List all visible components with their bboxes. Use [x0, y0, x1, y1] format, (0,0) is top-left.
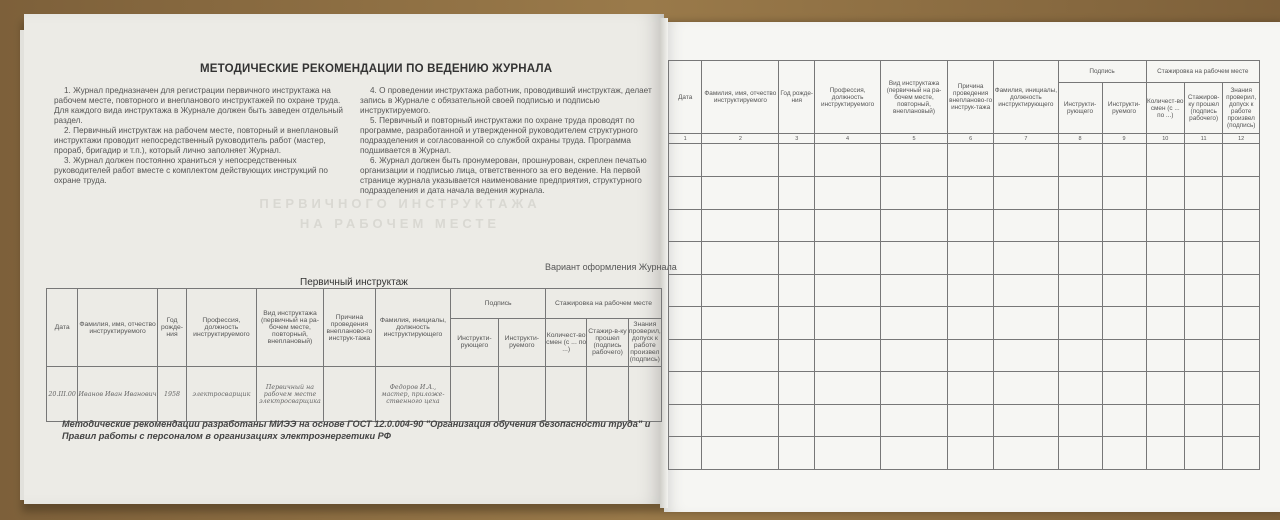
empty-cell[interactable]: [1102, 437, 1146, 470]
empty-cell[interactable]: [702, 437, 779, 470]
th-profession: Профессия, должность инструктируемого: [187, 289, 257, 367]
empty-cell[interactable]: [669, 274, 702, 307]
empty-cell[interactable]: [702, 274, 779, 307]
row-sign-trainee: [498, 367, 545, 422]
table-row: [47, 367, 662, 422]
empty-cell[interactable]: [1058, 144, 1102, 177]
empty-cell[interactable]: [1058, 339, 1102, 372]
column-number: 3: [779, 134, 815, 144]
table-row: [669, 339, 1260, 372]
rth-fio: Фамилия, имя, отчество инструктируемого: [702, 61, 779, 134]
empty-cell[interactable]: [881, 307, 948, 340]
empty-cell[interactable]: [1223, 242, 1260, 275]
column-number: 2: [702, 134, 779, 144]
empty-cell[interactable]: [702, 242, 779, 275]
empty-cell[interactable]: [669, 242, 702, 275]
empty-cell[interactable]: [1146, 176, 1184, 209]
column-number: 1: [669, 134, 702, 144]
th-fio: Фамилия, имя, отчество инструктируемого: [78, 289, 158, 367]
empty-cell[interactable]: [947, 339, 993, 372]
recommendation-4: 4. О проведении инструктажа работник, проводивший инструктаж, делает запись в Журнале с обязательной своей подписью и подписью инструктируемого.: [360, 86, 652, 115]
empty-cell[interactable]: [669, 372, 702, 405]
empty-cell[interactable]: [994, 176, 1058, 209]
empty-cell[interactable]: [1058, 437, 1102, 470]
rth-profession: Профессия, должность инструктируемого: [815, 61, 881, 134]
empty-cell[interactable]: [881, 404, 948, 437]
row-knowledge-check: [628, 367, 661, 422]
column-number: 11: [1184, 134, 1222, 144]
empty-cell[interactable]: [1102, 176, 1146, 209]
empty-cell[interactable]: [1184, 176, 1222, 209]
empty-cell[interactable]: [1058, 274, 1102, 307]
empty-cell[interactable]: [1223, 144, 1260, 177]
rth-reason: Причина проведения внепланово-го инструк-тажа: [947, 61, 993, 134]
column-number: 8: [1058, 134, 1102, 144]
empty-cell[interactable]: [815, 176, 881, 209]
empty-cell[interactable]: [1223, 372, 1260, 405]
table-row: [669, 209, 1260, 242]
empty-cell[interactable]: [1146, 404, 1184, 437]
empty-cell[interactable]: [779, 404, 815, 437]
empty-cell[interactable]: [669, 339, 702, 372]
empty-cell[interactable]: [994, 209, 1058, 242]
empty-cell[interactable]: [815, 274, 881, 307]
empty-cell[interactable]: [1146, 372, 1184, 405]
empty-cell[interactable]: [669, 437, 702, 470]
empty-cell[interactable]: [1146, 307, 1184, 340]
empty-cell[interactable]: [702, 209, 779, 242]
empty-cell[interactable]: [1058, 404, 1102, 437]
row-profession: электросварщик: [187, 367, 257, 422]
empty-cell[interactable]: [669, 176, 702, 209]
empty-cell[interactable]: [1184, 339, 1222, 372]
empty-cell[interactable]: [1146, 339, 1184, 372]
empty-cell[interactable]: [1146, 242, 1184, 275]
row-type: Первичный на рабочем месте электросварщика: [256, 367, 324, 422]
th-internship-done: Стажир-в-ку прошел (подпись рабочего): [587, 318, 628, 367]
empty-cell[interactable]: [1102, 242, 1146, 275]
recommendations-column-2: [360, 86, 662, 196]
empty-cell[interactable]: [947, 209, 993, 242]
empty-cell[interactable]: [1223, 339, 1260, 372]
rth-date: Дата: [669, 61, 702, 134]
empty-cell[interactable]: [947, 437, 993, 470]
empty-cell[interactable]: [702, 307, 779, 340]
th-instructor: Фамилия, инициалы, должность инструктирующего: [375, 289, 451, 367]
recommendation-5: 5. Первичный и повторный инструктажи по охране труда проводят по программе, разработанной и утвержденной руководителем структурного подразделения и согласованной со службой охраны труда. Программа подшивается в Журнал.: [360, 116, 638, 155]
empty-cell[interactable]: [1146, 144, 1184, 177]
empty-cell[interactable]: [779, 176, 815, 209]
th-year: Год рожде-ния: [157, 289, 186, 367]
footer-note: Методические рекомендации разработаны МИЭЭ на основе ГОСТ 12.0.004-90 "Организация обучения безопасности труда" и Правил работы с персоналом в организациях электроэнергетики РФ: [62, 419, 651, 441]
column-numbers-row: [669, 134, 1260, 144]
rth-shift-count: Количест-во смен (с ... по ...): [1146, 83, 1184, 134]
empty-cell[interactable]: [1223, 274, 1260, 307]
empty-cell[interactable]: [815, 339, 881, 372]
recommendation-6: 6. Журнал должен быть пронумерован, прошнурован, скреплен печатью организации и подписью лица, ответственного за его ведение. На первой странице журнала указывается наименование предприятия, структурного подразделения и дата начала ведения журнала.: [360, 156, 647, 195]
column-number: 4: [815, 134, 881, 144]
empty-cell[interactable]: [994, 307, 1058, 340]
rth-internship: Стажировка на рабочем месте: [1146, 61, 1259, 83]
empty-cell[interactable]: [702, 176, 779, 209]
th-sign-trainee: Инструкти-руемого: [498, 318, 545, 367]
table-row: [669, 372, 1260, 405]
empty-cell[interactable]: [1058, 176, 1102, 209]
empty-cell[interactable]: [702, 144, 779, 177]
empty-cell[interactable]: [1184, 274, 1222, 307]
empty-cell[interactable]: [779, 339, 815, 372]
table-row: [669, 242, 1260, 275]
section-title: Первичный инструктаж: [300, 277, 408, 288]
empty-cell[interactable]: [1146, 274, 1184, 307]
empty-cell[interactable]: [881, 176, 948, 209]
empty-cell[interactable]: [1058, 209, 1102, 242]
empty-cell[interactable]: [881, 437, 948, 470]
rth-year: Год рожде-ния: [779, 61, 815, 134]
empty-cell[interactable]: [1184, 404, 1222, 437]
empty-cell[interactable]: [779, 307, 815, 340]
empty-cell[interactable]: [1184, 437, 1222, 470]
rth-knowledge-check: Знания проверил, допуск к работе произвел (подпись): [1223, 83, 1260, 134]
empty-cell[interactable]: [669, 209, 702, 242]
empty-cell[interactable]: [779, 209, 815, 242]
rth-instructor: Фамилия, инициалы, должность инструктирующего: [994, 61, 1058, 134]
th-signature: Подпись: [451, 289, 546, 319]
recommendation-1: 1. Журнал предназначен для регистрации первичного инструктажа на рабочем месте, повторного и внепланового инструктажей по охране труда. Для каждого вида инструктажа в Журнале должен быть заведен отдельный раздел.: [54, 86, 343, 125]
empty-cell[interactable]: [702, 372, 779, 405]
empty-cell[interactable]: [1223, 176, 1260, 209]
th-date: Дата: [47, 289, 78, 367]
empty-cell[interactable]: [947, 404, 993, 437]
empty-cell[interactable]: [947, 176, 993, 209]
journal-table: [668, 60, 1260, 470]
row-instructor: Федоров И.А., мастер, приложе-ственного цеха: [375, 367, 451, 422]
row-date: 20.III.00: [47, 367, 78, 422]
empty-cell[interactable]: [779, 372, 815, 405]
empty-cell[interactable]: [994, 274, 1058, 307]
empty-cell[interactable]: [1102, 307, 1146, 340]
rth-type: Вид инструктажа (первичный на ра-бочем месте, повторный, внеплановый): [881, 61, 948, 134]
empty-cell[interactable]: [881, 242, 948, 275]
row-internship-done: [587, 367, 628, 422]
empty-cell[interactable]: [1223, 209, 1260, 242]
empty-cell[interactable]: [947, 307, 993, 340]
empty-cell[interactable]: [702, 339, 779, 372]
empty-cell[interactable]: [947, 274, 993, 307]
th-type: Вид инструктажа (первичный на ра-бочем месте, повторный, внеплановый): [256, 289, 324, 367]
empty-cell[interactable]: [881, 339, 948, 372]
column-number: 6: [947, 134, 993, 144]
th-internship: Стажировка на рабочем месте: [546, 289, 662, 319]
row-reason: [324, 367, 375, 422]
faded-title-line-2: НА РАБОЧЕМ МЕСТЕ: [299, 216, 501, 231]
empty-cell[interactable]: [1184, 307, 1222, 340]
empty-cell[interactable]: [779, 144, 815, 177]
recommendations-column-1: [54, 86, 354, 186]
empty-cell[interactable]: [1102, 404, 1146, 437]
empty-cell[interactable]: [1102, 274, 1146, 307]
empty-cell[interactable]: [881, 372, 948, 405]
table-row: [669, 144, 1260, 177]
empty-cell[interactable]: [1184, 209, 1222, 242]
th-sign-instructor: Инструкти-рующего: [451, 318, 498, 367]
table-row: [669, 307, 1260, 340]
empty-cell[interactable]: [881, 144, 948, 177]
empty-cell[interactable]: [994, 404, 1058, 437]
row-sign-instructor: [451, 367, 498, 422]
empty-cell[interactable]: [1223, 307, 1260, 340]
th-shift-count: Количест-во смен (с ... по ...): [546, 318, 587, 367]
row-year: 1958: [157, 367, 186, 422]
empty-cell[interactable]: [1058, 372, 1102, 405]
empty-cell[interactable]: [779, 437, 815, 470]
rth-internship-done: Стажиров-ку прошел (подпись рабочего): [1184, 83, 1222, 134]
row-shift-count: [546, 367, 587, 422]
empty-cell[interactable]: [815, 242, 881, 275]
example-table: [46, 288, 662, 422]
recommendation-2: 2. Первичный инструктаж на рабочем месте, повторный и внеплановый инструктажи проводит непосредственный руководитель работ (мастер, прораб, бригадир и т.п.), который лично заполняет Журнал.: [54, 126, 339, 155]
faded-title-line-1: ПЕРВИЧНОГО ИНСТРУКТАЖА: [259, 196, 541, 211]
empty-cell[interactable]: [1102, 339, 1146, 372]
empty-cell[interactable]: [815, 404, 881, 437]
empty-cell[interactable]: [669, 404, 702, 437]
empty-cell[interactable]: [1184, 372, 1222, 405]
table-row: [669, 274, 1260, 307]
empty-cell[interactable]: [994, 339, 1058, 372]
table-row: [669, 176, 1260, 209]
column-number: 7: [994, 134, 1058, 144]
empty-cell[interactable]: [947, 242, 993, 275]
empty-cell[interactable]: [779, 274, 815, 307]
empty-cell[interactable]: [815, 437, 881, 470]
table-row: [669, 437, 1260, 470]
empty-cell[interactable]: [1223, 404, 1260, 437]
empty-cell[interactable]: [779, 242, 815, 275]
rth-sign-instructor: Инструкти-рующего: [1058, 83, 1102, 134]
empty-cell[interactable]: [881, 274, 948, 307]
empty-cell[interactable]: [1058, 307, 1102, 340]
empty-cell[interactable]: [815, 144, 881, 177]
empty-cell[interactable]: [947, 144, 993, 177]
recommendations-title: МЕТОДИЧЕСКИЕ РЕКОМЕНДАЦИИ ПО ВЕДЕНИЮ ЖУРНАЛА: [200, 63, 553, 75]
rth-signature: Подпись: [1058, 61, 1146, 83]
empty-cell[interactable]: [669, 144, 702, 177]
empty-cell[interactable]: [1146, 437, 1184, 470]
empty-cell[interactable]: [815, 372, 881, 405]
th-knowledge-check: Знания проверил, допуск к работе произвел (подпись): [628, 318, 661, 367]
empty-cell[interactable]: [994, 437, 1058, 470]
column-number: 12: [1223, 134, 1260, 144]
empty-cell[interactable]: [994, 372, 1058, 405]
column-number: 9: [1102, 134, 1146, 144]
empty-cell[interactable]: [1058, 242, 1102, 275]
empty-cell[interactable]: [947, 372, 993, 405]
empty-cell[interactable]: [669, 307, 702, 340]
recommendation-3: 3. Журнал должен постоянно храниться у непосредственных руководителей работ вместе с комплектом действующих инструкций по охране труда.: [54, 156, 328, 185]
empty-cell[interactable]: [1223, 437, 1260, 470]
rth-sign-trainee: Инструкти-руемого: [1102, 83, 1146, 134]
variant-caption: Вариант оформления Журнала: [545, 262, 677, 272]
empty-cell[interactable]: [1184, 144, 1222, 177]
empty-cell[interactable]: [1102, 372, 1146, 405]
column-number: 10: [1146, 134, 1184, 144]
column-number: 5: [881, 134, 948, 144]
empty-cell[interactable]: [881, 209, 948, 242]
empty-cell[interactable]: [1146, 209, 1184, 242]
empty-cell[interactable]: [815, 209, 881, 242]
empty-cell[interactable]: [994, 242, 1058, 275]
empty-cell[interactable]: [702, 404, 779, 437]
empty-cell[interactable]: [1102, 144, 1146, 177]
th-reason: Причина проведения внепланово-го инструк-тажа: [324, 289, 375, 367]
empty-cell[interactable]: [1102, 209, 1146, 242]
empty-cell[interactable]: [815, 307, 881, 340]
row-fio: Иванов Иван Иванович: [78, 367, 158, 422]
empty-cell[interactable]: [1184, 242, 1222, 275]
empty-cell[interactable]: [994, 144, 1058, 177]
table-row: [669, 404, 1260, 437]
